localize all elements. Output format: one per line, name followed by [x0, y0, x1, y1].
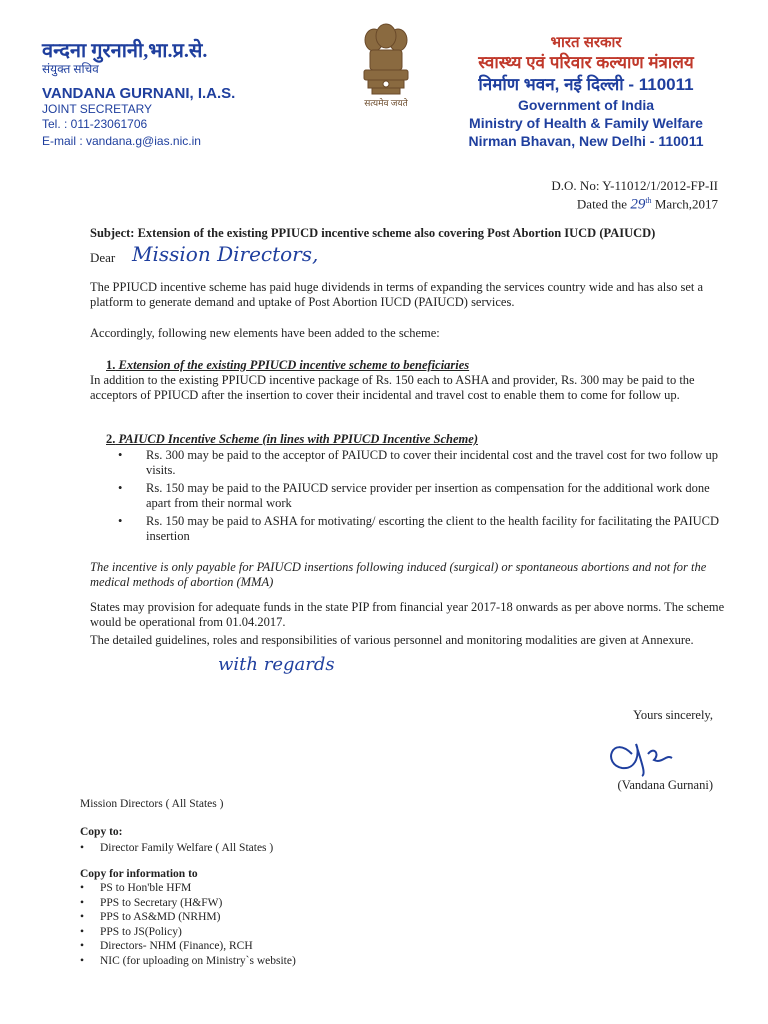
section-1-heading [106, 358, 469, 373]
hindi-address-line: निर्माण भवन, नई दिल्ली - 110011 [478, 75, 694, 94]
dated-prefix: Dated the [576, 196, 628, 212]
salutation-dear: Dear [90, 250, 116, 265]
emblem-motto: सत्यमेव जयते [364, 98, 408, 108]
signer-name: (Vandana Gurnani) [617, 778, 713, 792]
list-item: • NIC (for uploading on Ministry`s website) [80, 954, 296, 967]
section-1-number: 1. [106, 358, 116, 372]
date-line: Dated the 29th March,2017 [576, 196, 718, 213]
copy-info-entry: NIC (for uploading on Ministry`s website) [100, 954, 296, 967]
ministry-address: Nirman Bhavan, New Delhi - 110011 [468, 133, 704, 149]
section-2-number: 2. [106, 432, 116, 446]
dated-day: 29 [630, 196, 646, 213]
list-item: • Director Family Welfare ( All States ) [80, 842, 274, 854]
bullet-text: Rs. 150 may be paid to ASHA for motivating/ escorting the client to the health facility for facilitating the PAIUCD insertion [146, 514, 720, 543]
bullet-text: Rs. 150 may be paid to the PAIUCD service provider per insertion as compensation for the additional work done apart from their normal work [146, 481, 710, 510]
signature-icon [602, 724, 712, 778]
bullet-text: Rs. 300 may be paid to the acceptor of PAIUCD to cover their incidental cost and the travel cost for two follow up visits. [146, 448, 718, 477]
addressee: Mission Directors ( All States ) [80, 798, 224, 810]
sender-email: E-mail : vandana.g@ias.nic.in [42, 134, 201, 148]
hindi-govt-line: भारत सरकार [550, 34, 622, 51]
closing-yours: Yours sincerely, [633, 708, 713, 722]
list-item: • Directors- NHM (Finance), RCH [80, 940, 253, 953]
sender-designation: JOINT SECRETARY [42, 102, 153, 116]
hindi-name: वन्दना गुरनानी,भा.प्र.से. [42, 40, 208, 62]
list-item: • PS to Hon'ble HFM [80, 882, 192, 894]
list-item: • PPS to AS&MD (NRHM) [80, 911, 221, 924]
hindi-ministry-line: स्वास्थ्य एवं परिवार कल्याण मंत्रालय [478, 53, 694, 72]
list-item: • Rs. 150 may be paid to ASHA for motivating/ escorting the client to the health facility for facilitating the PAIUCD insertion [118, 514, 720, 543]
copy-info-entry: Directors- NHM (Finance), RCH [100, 940, 253, 953]
section-2-heading [106, 432, 478, 447]
copy-to-entry: Director Family Welfare ( All States ) [100, 842, 274, 854]
section-1-paragraph: In addition to the existing PPIUCD incentive package of Rs. 150 each to ASHA and provider, Rs. 300 may be paid to the acceptors of PPIUCD after the insertion to cover their incidental and travel cost to enable them to come for follow up. [90, 373, 695, 402]
incentive-note: The incentive is only payable for PAIUCD insertions following induced (surgical) or spontaneous abortions and not for the medical methods of abortion (MMA) [90, 560, 707, 589]
copy-info-entry: PPS to AS&MD (NRHM) [100, 911, 221, 924]
subject-line: Subject: Extension of the existing PPIUCD incentive scheme also covering Post Abortion IUCD (PAIUCD) [90, 226, 656, 240]
do-number: D.O. No: Y-11012/1/2012-FP-II [551, 178, 718, 193]
copy-info-list [80, 881, 296, 969]
ministry-letterhead [436, 34, 736, 150]
govt-of-india: Government of India [517, 97, 655, 113]
section-1-title: Extension of the existing PPIUCD incentive scheme to beneficiaries [118, 358, 470, 372]
ministry-name: Ministry of Health & Family Welfare [469, 115, 703, 131]
section-2-title: PAIUCD Incentive Scheme (in lines with PPIUCD Incentive Scheme) [118, 432, 478, 446]
copy-to-label: Copy to: [80, 826, 123, 838]
intro-paragraph: The PPIUCD incentive scheme has paid huge dividends in terms of expanding the services country wide and has also set a platform to generate demand and uptake of Post Abortion IUCD (PAIUCD) services. [90, 280, 704, 309]
sender-name: VANDANA GURNANI, I.A.S. [42, 85, 236, 102]
copy-to-list [80, 841, 273, 856]
incentive-bullets [116, 448, 726, 547]
sender-telephone: Tel. : 011-23061706 [42, 117, 148, 131]
copy-info-entry: PS to Hon'ble HFM [100, 882, 192, 894]
copy-info-entry: PPS to JS(Policy) [100, 925, 182, 938]
dated-suffix: March,2017 [654, 196, 718, 212]
list-item: • PPS to JS(Policy) [80, 925, 182, 938]
handwritten-salutation: Mission Directors, [132, 242, 319, 266]
guidelines-paragraph: The detailed guidelines, roles and responsibilities of various personnel and monitoring modalities are given at Annexure. [90, 633, 694, 647]
list-item: • Rs. 300 may be paid to the acceptor of PAIUCD to cover their incidental cost and the travel cost for two follow up visits. [118, 448, 718, 477]
handwritten-regards: with regards [218, 654, 335, 675]
copy-info-entry: PPS to Secretary (H&FW) [100, 896, 223, 909]
list-item: • PPS to Secretary (H&FW) [80, 896, 223, 909]
copy-info-label: Copy for information to [80, 868, 198, 880]
accordingly-paragraph: Accordingly, following new elements have been added to the scheme: [90, 326, 440, 340]
list-item: • Rs. 150 may be paid to the PAIUCD service provider per insertion as compensation for the additional work done apart from their normal work [118, 481, 710, 510]
funds-paragraph: States may provision for adequate funds in the state PIP from financial year 2017-18 onwards as per above norms. The scheme would be operational from 01.04.2017. [90, 600, 725, 629]
hindi-designation: संयुक्त सचिव [42, 62, 99, 76]
